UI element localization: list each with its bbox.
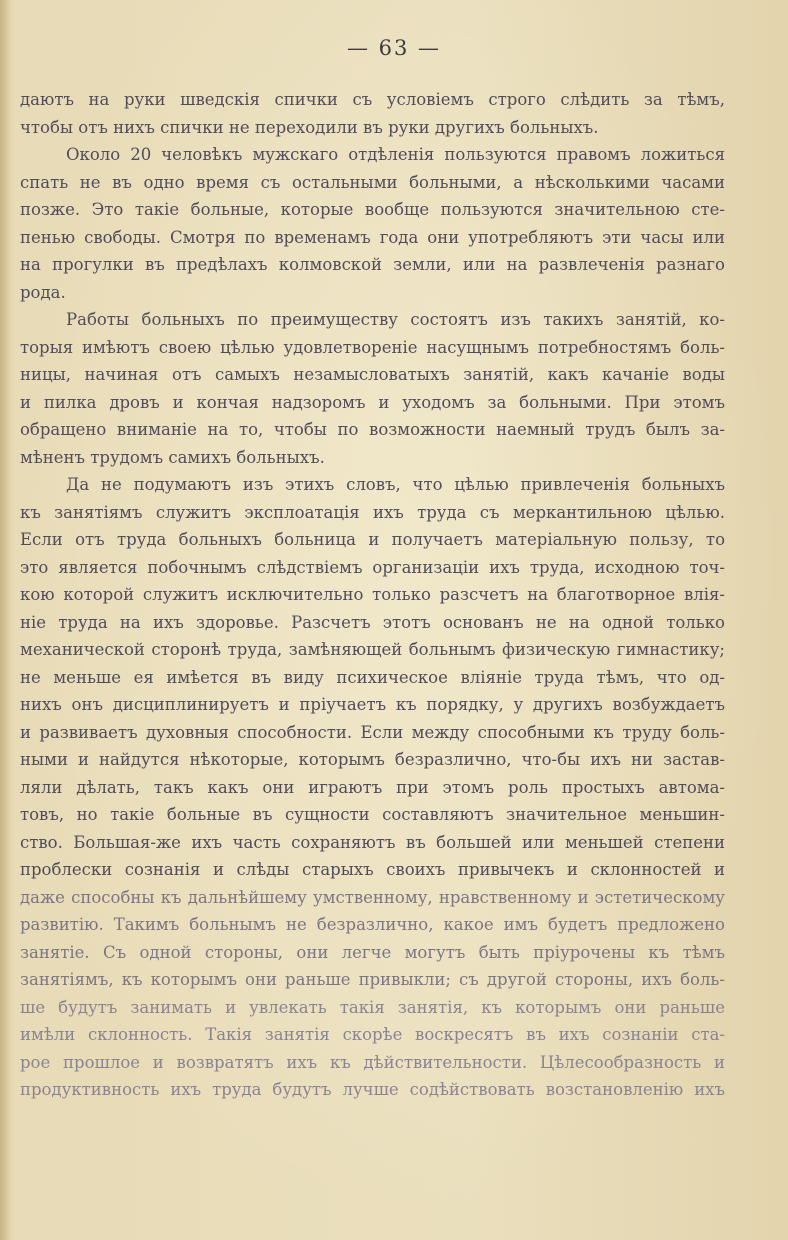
text-line: Около 20 человѣкъ мужскаго отдѣленія пользуются правомъ ложиться: [66, 145, 725, 164]
body-text: [20, 86, 725, 1104]
text-line: на прогулки въ предѣлахъ колмовской земли, или на развлеченія разнаго: [20, 255, 725, 274]
text-line: Работы больныхъ по преимуществу состоятъ изъ такихъ занятій, ко-: [66, 310, 725, 329]
text-line: къ занятіямъ служитъ эксплоатація ихъ труда съ меркантильною цѣлью.: [20, 502, 725, 522]
text-line: механической сторонѣ труда, замѣняющей больнымъ физическую гимнастику;: [20, 640, 725, 659]
text-line: ніе труда на ихъ здоровье. Разсчетъ этотъ основанъ не на одной только: [20, 612, 725, 632]
text-line: торыя имѣютъ своею цѣлью удовлетвореніе насущнымъ потребностямъ боль-: [20, 337, 725, 357]
text-line: развитію. Такимъ больнымъ не безразлично, какое имъ будетъ предложено: [20, 915, 725, 934]
text-line: нихъ онъ дисциплинируетъ и пріучаетъ къ порядку, у другихъ возбуждаетъ: [20, 695, 725, 714]
text-line: ницы, начиная отъ самыхъ незамысловатыхъ занятій, какъ качаніе воды: [20, 365, 725, 384]
text-line: Если отъ труда больныхъ больница и получаетъ матеріальную пользу, то: [20, 530, 725, 549]
text-line: пенью свободы. Смотря по временамъ года они употребляютъ эти часы или: [20, 227, 725, 247]
text-line: и пилка дровъ и кончая надзоромъ и уходомъ за больными. При этомъ: [20, 392, 725, 412]
text-line: продуктивность ихъ труда будутъ лучше содѣйствовать возстановленію ихъ: [20, 1080, 725, 1099]
page-edge-shadow: [0, 0, 10, 1240]
text-line: спать не въ одно время съ остальными больными, а нѣсколькими часами: [20, 172, 725, 192]
text-line: рое прошлое и возвратятъ ихъ къ дѣйствительности. Цѣлесообразность и: [20, 1052, 725, 1072]
text-line: занятіямъ, къ которымъ они раньше привыкли; съ другой стороны, ихъ боль-: [20, 970, 725, 989]
text-line: проблески сознанія и слѣды старыхъ своихъ привычекъ и склонностей и: [20, 860, 725, 879]
text-line: ляли дѣлать, такъ какъ они играютъ при этомъ роль простыхъ автома-: [20, 777, 725, 797]
page-number: — 63 —: [346, 36, 442, 60]
text-line: ше будутъ занимать и увлекать такія занятія, къ которымъ они раньше: [20, 997, 725, 1017]
text-line: даютъ на руки шведскія спички съ условіемъ строго слѣдить за тѣмъ,: [20, 90, 725, 109]
text-line: занятіе. Съ одной стороны, они легче могутъ быть пріурочены къ тѣмъ: [20, 942, 725, 962]
text-line: ство. Большая-же ихъ часть сохраняютъ въ большей или меньшей степени: [20, 832, 725, 852]
text-line: мѣненъ трудомъ самихъ больныхъ.: [20, 447, 325, 467]
text-line: товъ, но такіе больные въ сущности составляютъ значительное меньшин-: [20, 805, 725, 824]
text-line: имѣли склонность. Такія занятія скорѣе воскресятъ въ ихъ сознаніи ста-: [20, 1025, 725, 1044]
text-line: и развиваетъ духовныя способности. Если между способными къ труду боль-: [20, 722, 725, 742]
text-line: чтобы отъ нихъ спички не переходили въ руки другихъ больныхъ.: [20, 117, 599, 137]
text-line: Да не подумаютъ изъ этихъ словъ, что цѣлью привлеченія больныхъ: [66, 475, 725, 494]
text-line: даже способны къ дальнѣйшему умственному, нравственному и эстетическому: [20, 887, 725, 907]
text-line: это является побочнымъ слѣдствіемъ организаціи ихъ труда, исходною точ-: [20, 557, 725, 577]
text-line: ными и найдутся нѣкоторые, которымъ безразлично, что-бы ихъ ни застав-: [20, 750, 725, 769]
text-line: обращено вниманіе на то, чтобы по возможности наемный трудъ былъ за-: [20, 420, 725, 439]
text-line: рода.: [20, 282, 66, 302]
text-line: кою которой служитъ исключительно только разсчетъ на благотворное влія-: [20, 585, 725, 604]
text-line: позже. Это такіе больные, которые вообще пользуются значительною сте-: [20, 200, 725, 219]
text-line: не меньше ея имѣется въ виду психическое вліяніе труда тѣмъ, что од-: [20, 667, 725, 687]
